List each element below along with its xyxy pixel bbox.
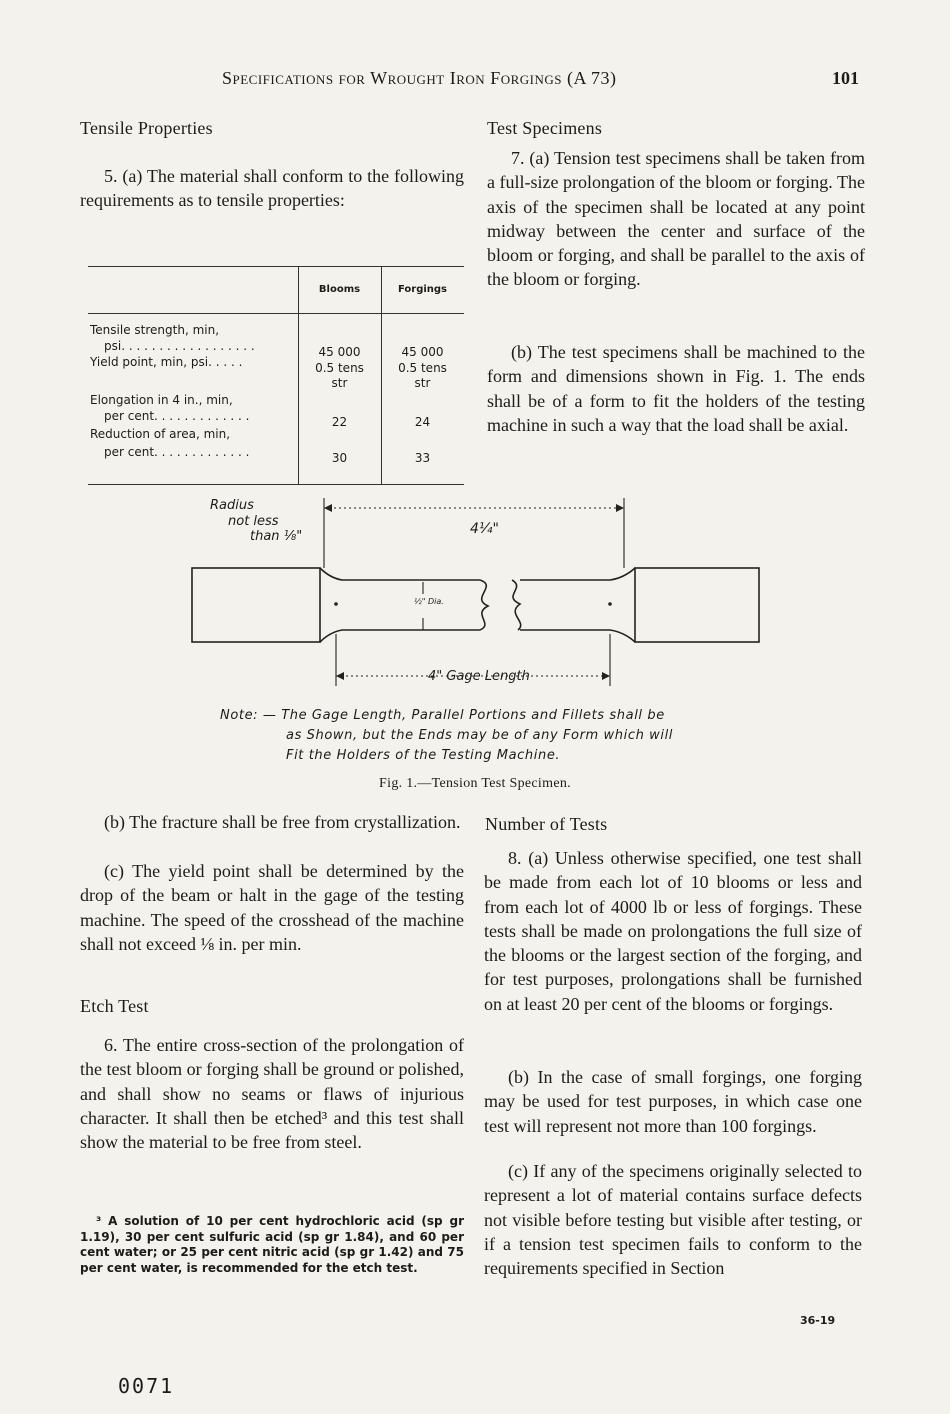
tensile-requirements-table — [88, 266, 464, 486]
table-row-label: Reduction of area, min, — [90, 427, 231, 441]
table-cell: 33 — [414, 451, 431, 465]
paragraph-6: 6. The entire cross-section of the prolongation of the test bloom or forging shall be ground or polished, and shall show no seams or flaws of injurious character. It shall then be etched³ and this test shall show the material to be free from steel. — [80, 1035, 464, 1153]
etch-test-heading: Etch Test — [80, 996, 149, 1016]
footnote: ³ A solution of 10 per cent hydrochloric acid (sp gr 1.19), 30 per cent sulfuric acid (sp gr 1.84), and 60 per cent water; or 25 per cent nitric acid (sp gr 1.42) and 75 per cent water, is recommended for the etch test. — [80, 1214, 464, 1275]
page-serial-number: 0071 — [118, 1374, 175, 1398]
paragraph-7a: 7. (a) Tension test specimens shall be taken from a full-size prolongation of the bloom or forging. The axis of the specimen shall be located at any point midway between the center and surface of the bloom or forging, and shall be parallel to the axis of the bloom or forging. — [487, 148, 865, 290]
break-mark-right — [512, 580, 521, 630]
radius-label: than ⅛" — [250, 529, 303, 544]
table-row-label: psi. . . . . . . . . . . . . . . . . . — [104, 339, 255, 353]
figure-note-line: as Shown, but the Ends may be of any Form which will — [286, 728, 674, 743]
table-header-blooms: Blooms — [318, 284, 361, 295]
table-cell: 0.5 tens — [315, 361, 364, 375]
table-cell: str — [331, 376, 348, 390]
table-row-label: per cent. . . . . . . . . . . . . — [104, 445, 250, 459]
radius-label: not less — [228, 514, 279, 529]
figure-caption: Fig. 1.—Tension Test Specimen. — [379, 776, 571, 791]
document-code-mark: 36-19 — [800, 1314, 836, 1327]
figure-note-line: Note: — The Gage Length, Parallel Portions and Fillets shall be — [220, 708, 665, 723]
upper-fillet-right — [520, 568, 635, 580]
figure-note-line: Fit the Holders of the Testing Machine. — [286, 748, 561, 763]
specimen-left-end — [192, 568, 320, 642]
tension-test-specimen-figure — [180, 494, 770, 784]
gage-length-label: 4" Gage Length — [428, 669, 530, 684]
paragraph-8a: 8. (a) Unless otherwise specified, one test shall be made from each lot of 10 blooms or less and from each lot of 4000 lb or less of forgings. These tests shall be made on prolongations the full size of the blooms or the largest section of the forging, and for test purposes, prolongations shall be furnished on at least 20 per cent of the blooms or forgings. — [484, 848, 862, 1014]
table-row-label: Tensile strength, min, — [90, 323, 220, 337]
lower-fillet-left — [320, 630, 480, 642]
table-cell: 45 000 — [401, 345, 444, 359]
lower-fillet-right — [520, 630, 635, 642]
table-cell: 0.5 tens — [398, 361, 447, 375]
specimen-right-end — [635, 568, 759, 642]
table-row-label: Yield point, min, psi. . . . . — [90, 355, 243, 369]
break-mark-left — [480, 580, 488, 630]
paragraph-5b: (b) The fracture shall be free from crystallization. — [104, 812, 461, 832]
upper-fillet-left — [320, 568, 480, 580]
paragraph-5a: 5. (a) The material shall conform to the following requirements as to tensile properties: — [80, 166, 464, 211]
table-header-forgings: Forgings — [397, 284, 448, 295]
table-cell: 24 — [414, 415, 431, 429]
table-row-label: per cent. . . . . . . . . . . . . — [104, 409, 250, 423]
paragraph-5c: (c) The yield point shall be determined by the drop of the beam or halt in the gage of the testing machine. The speed of the crosshead of the machine shall not exceed ⅛ in. per min. — [80, 861, 464, 954]
table-rule — [88, 484, 464, 485]
table-cell: str — [414, 376, 431, 390]
table-row-label: Elongation in 4 in., min, — [90, 393, 233, 407]
page-number: 101 — [832, 68, 859, 88]
table-cell: 30 — [331, 451, 348, 465]
overall-length-label: 4¼" — [470, 521, 499, 537]
paragraph-7b: (b) The test specimens shall be machined to the form and dimensions shown in Fig. 1. The ends shall be of a form to fit the holders of the testing machine in such a way that the load shall be axial. — [487, 342, 865, 435]
radius-label: Radius — [210, 498, 254, 513]
paragraph-8b: (b) In the case of small forgings, one forging may be used for test purposes, in which case one test will represent not more than 100 forgings. — [484, 1067, 862, 1136]
test-specimens-heading: Test Specimens — [487, 118, 603, 138]
tensile-properties-heading: Tensile Properties — [80, 118, 213, 138]
number-of-tests-heading: Number of Tests — [485, 814, 608, 834]
diameter-label: ½" Dia. — [414, 597, 444, 606]
table-cell: 45 000 — [318, 345, 361, 359]
page-header — [0, 68, 950, 98]
table-rule — [88, 313, 464, 314]
table-rule — [88, 266, 464, 267]
table-cell: 22 — [331, 415, 348, 429]
running-title: Specifications for Wrought Iron Forgings (A 73) — [222, 68, 617, 88]
paragraph-8c: (c) If any of the specimens originally selected to represent a lot of material contains surface defects not visible before testing but visible after testing, or if a tension test specimen fails to conform to the requirements specified in Section — [484, 1161, 862, 1279]
